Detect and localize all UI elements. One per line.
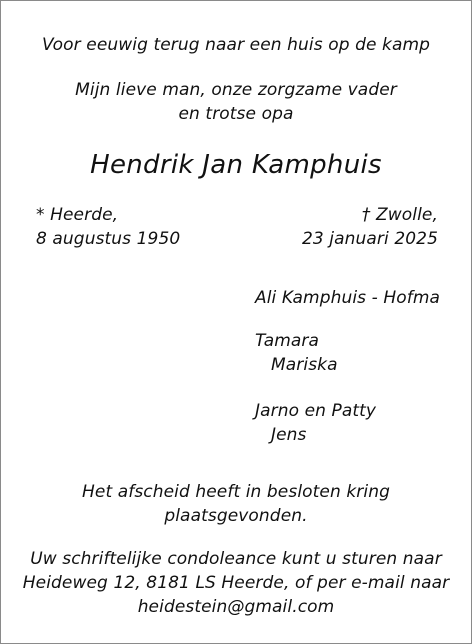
condolence-line-1: Uw schriftelijke condoleance kunt u sturen naar <box>30 549 442 569</box>
death-place: † Zwolle, <box>361 205 438 225</box>
condolence-email: heidestein@gmail.com <box>137 597 335 617</box>
condolence-line-2: Heideweg 12, 8181 LS Heerde, of per e-mail naar <box>22 573 450 593</box>
family-grandchild-2: Jens <box>271 425 307 445</box>
family-child-1: Tamara <box>255 331 320 351</box>
family-grandchild-1: Mariska <box>271 355 338 375</box>
opening-line: Voor eeuwig terug naar een huis op de kamp <box>41 35 431 55</box>
birth-place: * Heerde, <box>36 205 119 225</box>
farewell-line-1: Het afscheid heeft in besloten kring <box>82 482 390 502</box>
family-child-2: Jarno en Patty <box>255 401 377 421</box>
farewell-line-2: plaatsgevonden. <box>164 506 308 526</box>
birth-date: 8 augustus 1950 <box>36 229 181 249</box>
family-spouse: Ali Kamphuis - Hofma <box>255 288 441 308</box>
relation-line-2: en trotse opa <box>178 104 294 124</box>
relation-line-1: Mijn lieve man, onze zorgzame vader <box>75 80 397 100</box>
death-date: 23 januari 2025 <box>301 229 438 249</box>
deceased-name: Hendrik Jan Kamphuis <box>90 150 382 180</box>
